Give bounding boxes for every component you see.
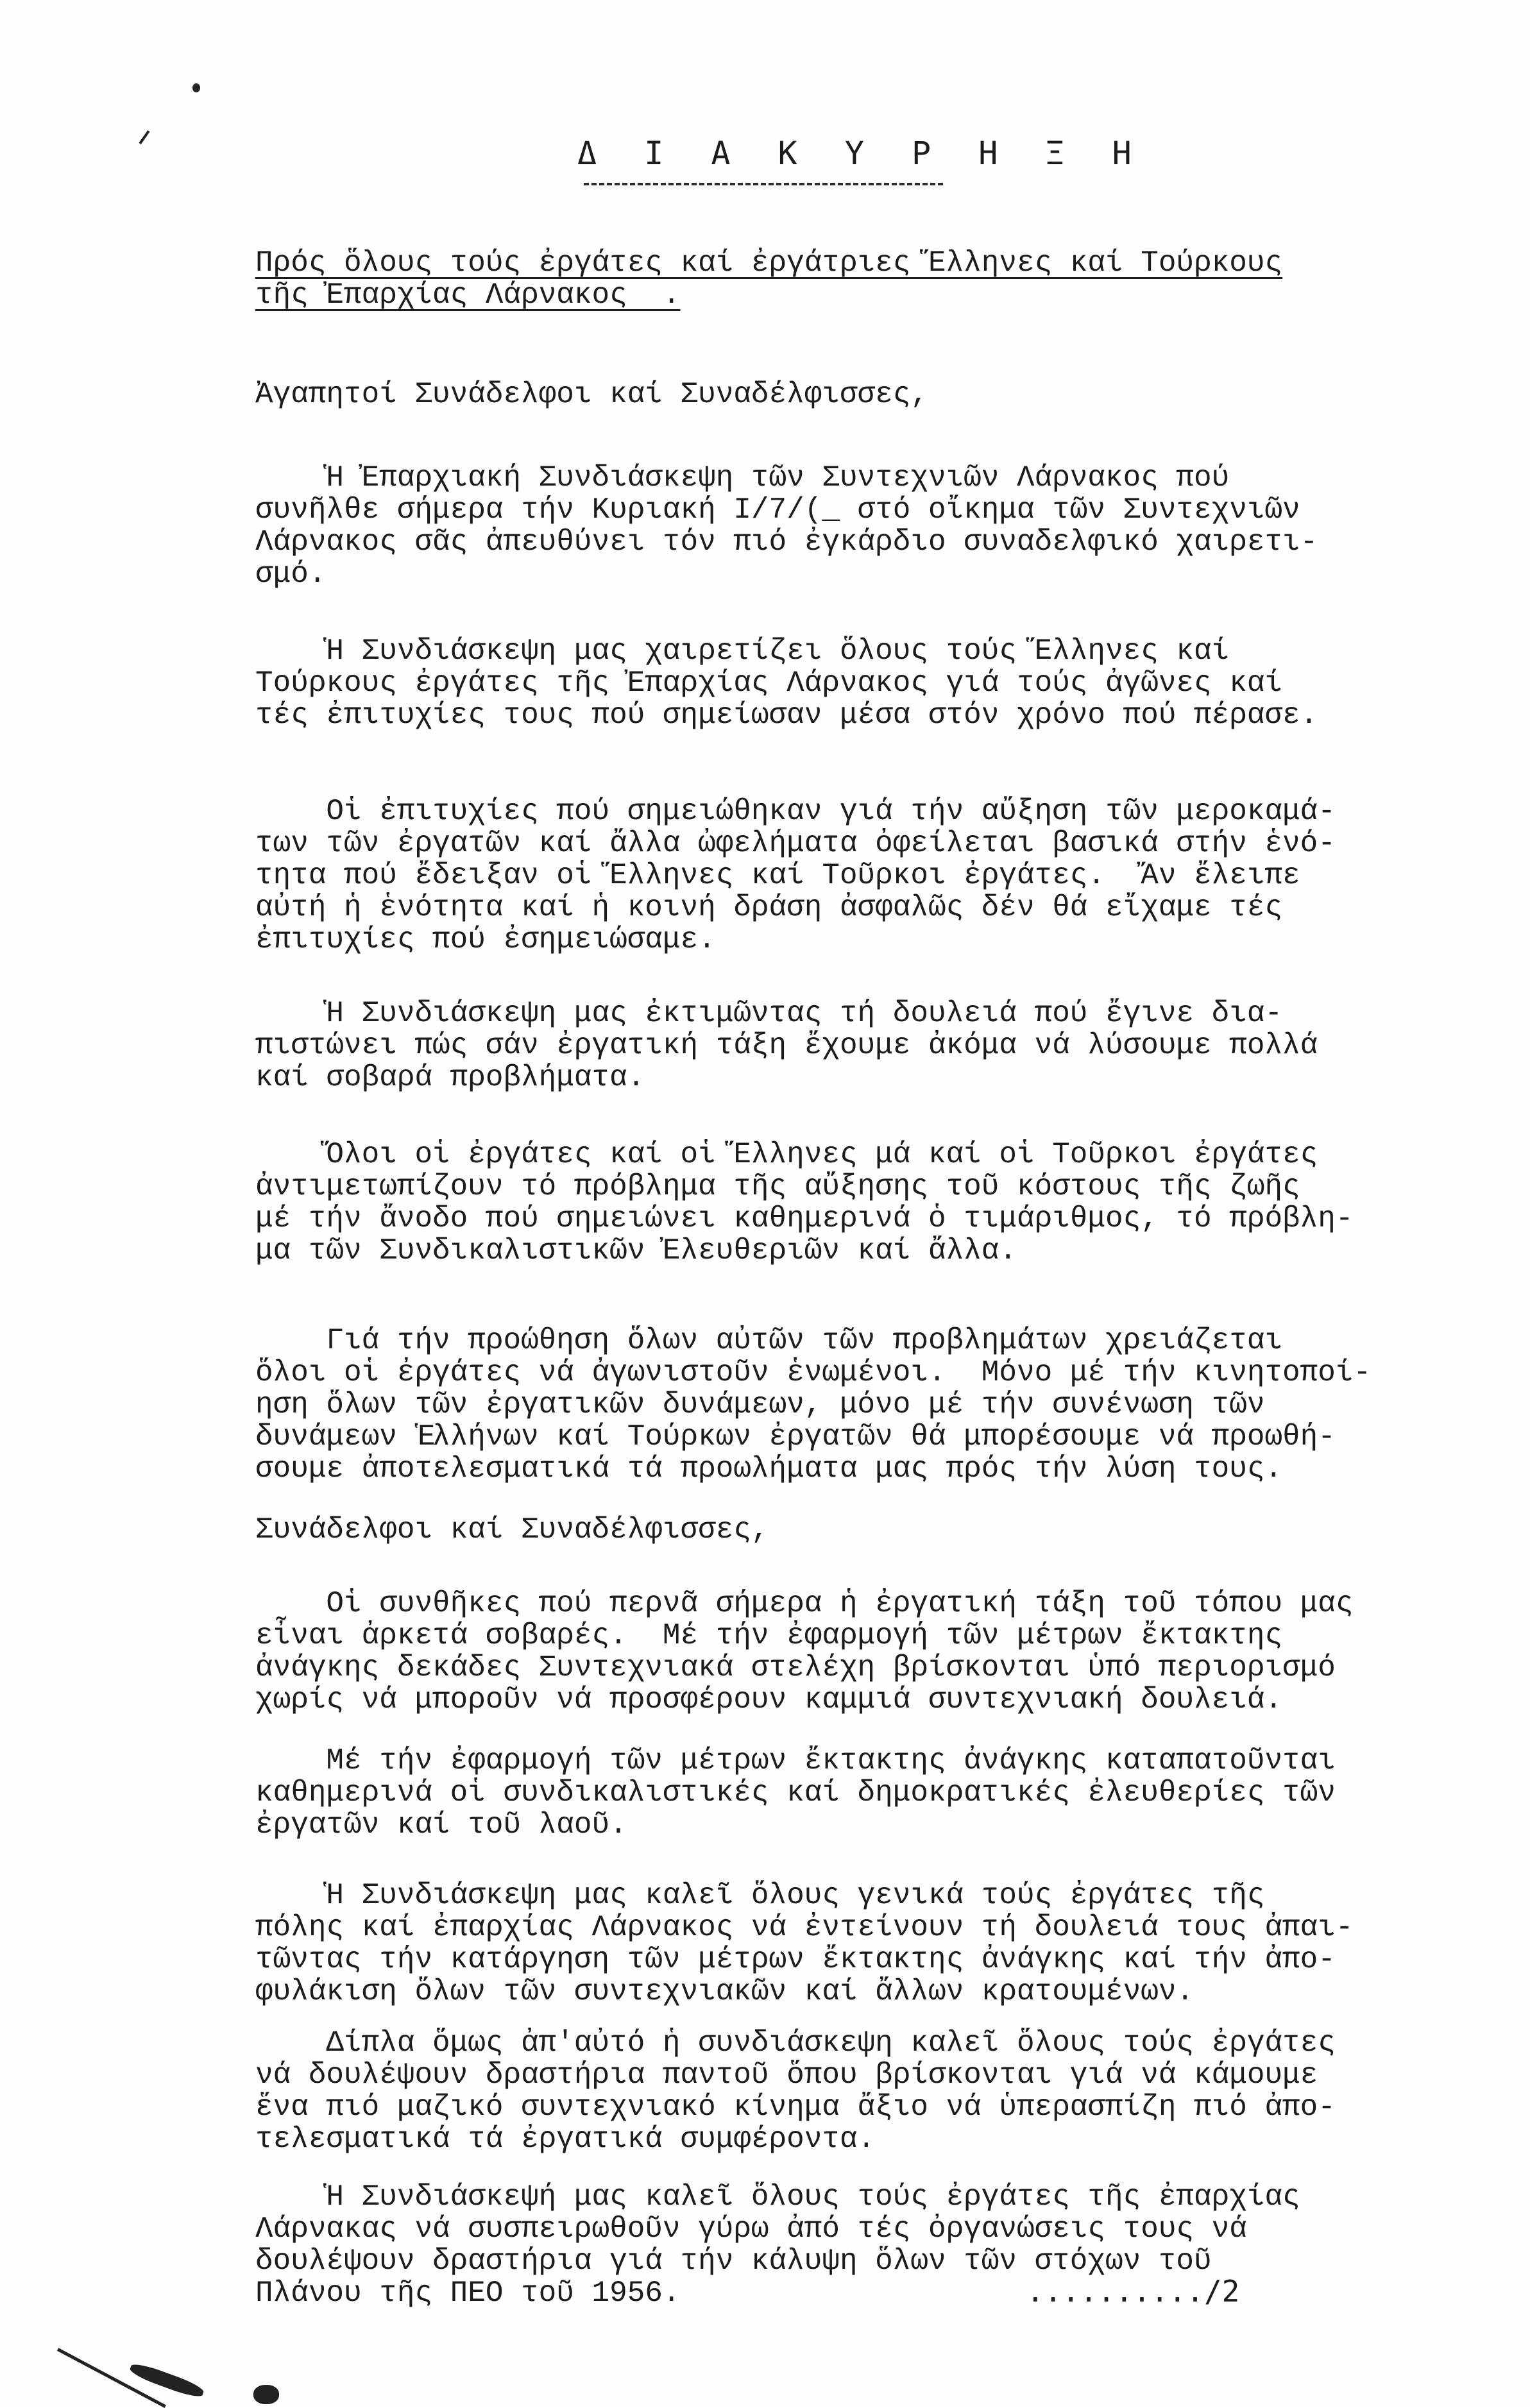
pen-scratch-mark [253,2385,279,2404]
title-underline [584,183,943,185]
ink-dot [192,83,200,92]
paragraph-9: Μέ τήν ἐφαρμογή τῶν μέτρων ἔκτακτης ἀνάγκης καταπατοῦνται καθημερινά οἱ συνδικαλιστικές καί δημοκρατικές ἐλευθερίες τῶν ἐργατῶν καί τοῦ λαοῦ. [255,1744,1336,1842]
paragraph-6: Γιά τήν προώθηση ὅλων αὐτῶν τῶν προβλημάτων χρειάζεται ὅλοι οἱ ἐργάτες νά ἀγωνιστοῦν ἑνωμένοι. Μόνο μέ τήν κινητοποί- ηση ὅλων τῶν ἐργατικῶν δυνάμεων, μόνο μέ τήν συνένωση τῶν δυνάμεων Ἑλλήνων καί Τούρκων ἐργατῶν θά μπορέσουμε νά προωθή- σουμε ἀποτελεσματικά τά προωλήματα μας πρός τήν λύση τους. [255,1324,1372,1486]
paragraph-12: Ἡ Συνδιάσκεψή μας καλεῖ ὅλους τούς ἐργάτες τῆς ἐπαρχίας Λάρνακας νά συσπειρωθοῦν γύρω ἀπό τές ὀργανώσεις τους νά δουλέψουν δραστήρια γιά τήν κάλυψη ὅλων τῶν στόχων τοῦ Πλάνου τῆς ΠΕΟ τοῦ 1956. [255,2180,1300,2310]
paragraph-4: Ἡ Συνδιάσκεψη μας ἐκτιμῶντας τή δουλειά πού ἔγινε δια- πιστώνει πώς σάν ἐργατική τάξη ἔχουμε ἀκόμα νά λύσουμε πολλά καί σοβαρά προβλήματα. [255,997,1318,1094]
salutation: Ἀγαπητοί Συνάδελφοι καί Συναδέλφισσες, [255,378,928,411]
pen-tick-mark [139,130,149,144]
paragraph-10: Ἡ Συνδιάσκεψη μας καλεῖ ὅλους γενικά τούς ἐργάτες τῆς πόλης καί ἐπαρχίας Λάρνακος νά ἐντείνουν τή δουλειά τους ἀπαι- τῶντας τήν κατάργηση τῶν μέτρων ἔκτακτης ἀνάγκης καί τήν ἀπο- φυλάκιση ὅλων τῶν συντεχνιακῶν καί ἄλλων κρατουμένων. [255,1879,1354,2008]
paragraph-3: Οἱ ἐπιτυχίες πού σημειώθηκαν γιά τήν αὔξηση τῶν μεροκαμά- των τῶν ἐργατῶν καί ἄλλα ὠφελήματα ὀφείλεται βασικά στήν ἑνό- τητα πού ἔδειξαν οἱ Ἕλληνες καί Τοῦρκοι ἐργάτες. Ἄν ἔλειπε αὐτή ἡ ἑνότητα καί ἡ κοινή δράση ἀσφαλῶς δέν θά εἴχαμε τές ἐπιτυχίες πού ἐσημειώσαμε. [255,795,1336,956]
document-title: Δ Ι Α Κ Υ Ρ Η Ξ Η [577,135,1146,172]
paragraph-7: Συνάδελφοι καί Συναδέλφισσες, [255,1513,769,1547]
paragraph-5: Ὅλοι οἱ ἐργάτες καί οἱ Ἕλληνες μά καί οἱ Τοῦρκοι ἐργάτες ἀντιμετωπίζουν τό πρόβλημα τῆς αὔξησης τοῦ κόστους τῆς ζωῆς μέ τήν ἄνοδο πού σημειώνει καθημερινά ὁ τιμάριθμος, τό πρόβλη- μα τῶν Συνδικαλιστικῶν Ἐλευθεριῶν καί ἄλλα. [255,1138,1354,1268]
paragraph-1: Ἡ Ἐπαρχιακή Συνδιάσκεψη τῶν Συντεχνιῶν Λάρνακος πού συνῆλθε σήμερα τήν Κυριακή I/7/(_ στό οἴκημα τῶν Συντεχνιῶν Λάρνακος σᾶς ἀπευθύνει τόν πιό ἐγκάρδιο συναδελφικό χαιρετι- σμό. [255,461,1318,591]
paragraph-11: Δίπλα ὅμως ἀπ'αὐτό ἡ συνδιάσκεψη καλεῖ ὅλους τούς ἐργάτες νά δουλέψουν δραστήρια παντοῦ ὅπου βρίσκονται γιά νά κάμουμε ἕνα πιό μαζικό συντεχνιακό κίνημα ἄξιο νά ὑπερασπίζη πιό ἀπο- τελεσματικά τά ἐργατικά συμφέροντα. [255,2026,1336,2156]
paragraph-2: Ἡ Συνδιάσκεψη μας χαιρετίζει ὅλους τούς Ἕλληνες καί Τούρκους ἐργάτες τῆς Ἐπαρχίας Λάρνακος γιά τούς ἀγῶνες καί τές ἐπιτυχίες τους πού σημείωσαν μέσα στόν χρόνο πού πέρασε. [255,634,1318,732]
paragraph-8: Οἱ συνθῆκες πού περνᾶ σήμερα ἡ ἐργατική τάξη τοῦ τόπου μας εἶναι ἀρκετά σοβαρές. Μέ τήν ἐφαρμογή τῶν μέτρων ἔκτακτης ἀνάγκης δεκάδες Συντεχνιακά στελέχη βρίσκονται ὑπό περιορισμό χωρίς νά μποροῦν νά προσφέρουν καμμιά συντεχνιακή δουλειά. [255,1587,1354,1717]
address-line: Πρός ὅλους τούς ἐργάτες καί ἐργάτριες Ἕλληνες καί Τούρκους τῆς Ἐπαρχίας Λάρνακος . [255,246,1283,312]
page-continuation-marker: ........../2 [1026,2274,1240,2309]
